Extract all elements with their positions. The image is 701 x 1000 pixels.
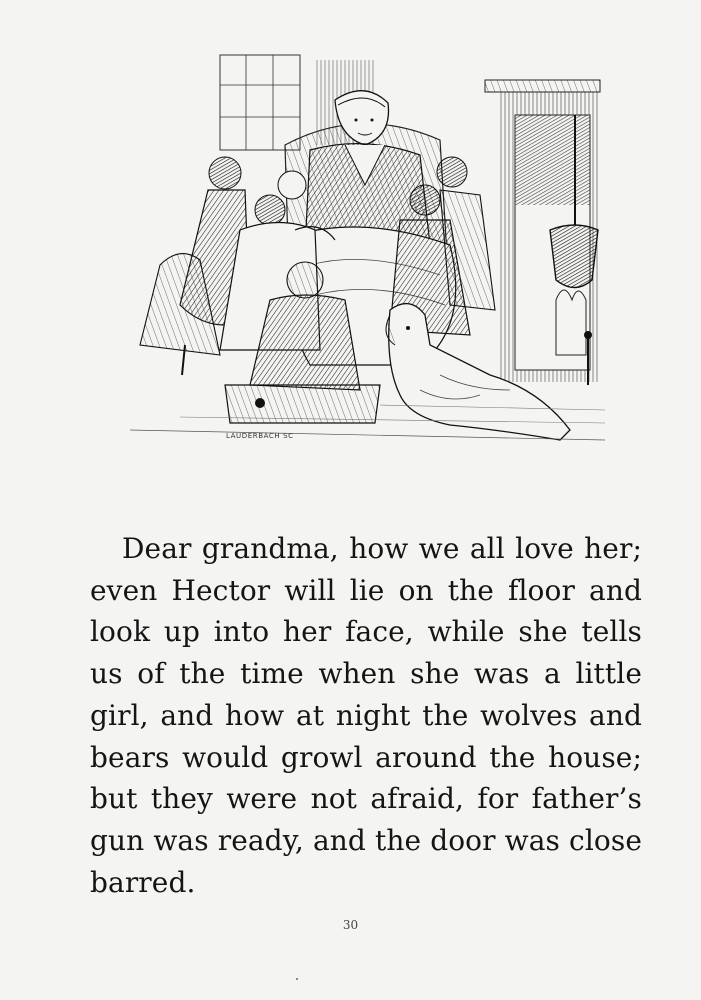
story-passage: Dear grandma, how we all love her; even Hector will lie on the floor and look up into her face, while she tells us of the time when she was a little girl, and how at night the wolves and bears would growl around the house; but they were not afraid, for father’s gun was ready, and the door was close barred. [90, 532, 642, 899]
ink-speck [296, 978, 298, 980]
fireplace [485, 80, 600, 385]
engraving-illustration [120, 45, 615, 455]
page-number: 30 [342, 918, 359, 932]
grandma-children-dog-engraving [120, 45, 615, 455]
engraver-signature: LAUDERBACH SC [226, 432, 294, 440]
